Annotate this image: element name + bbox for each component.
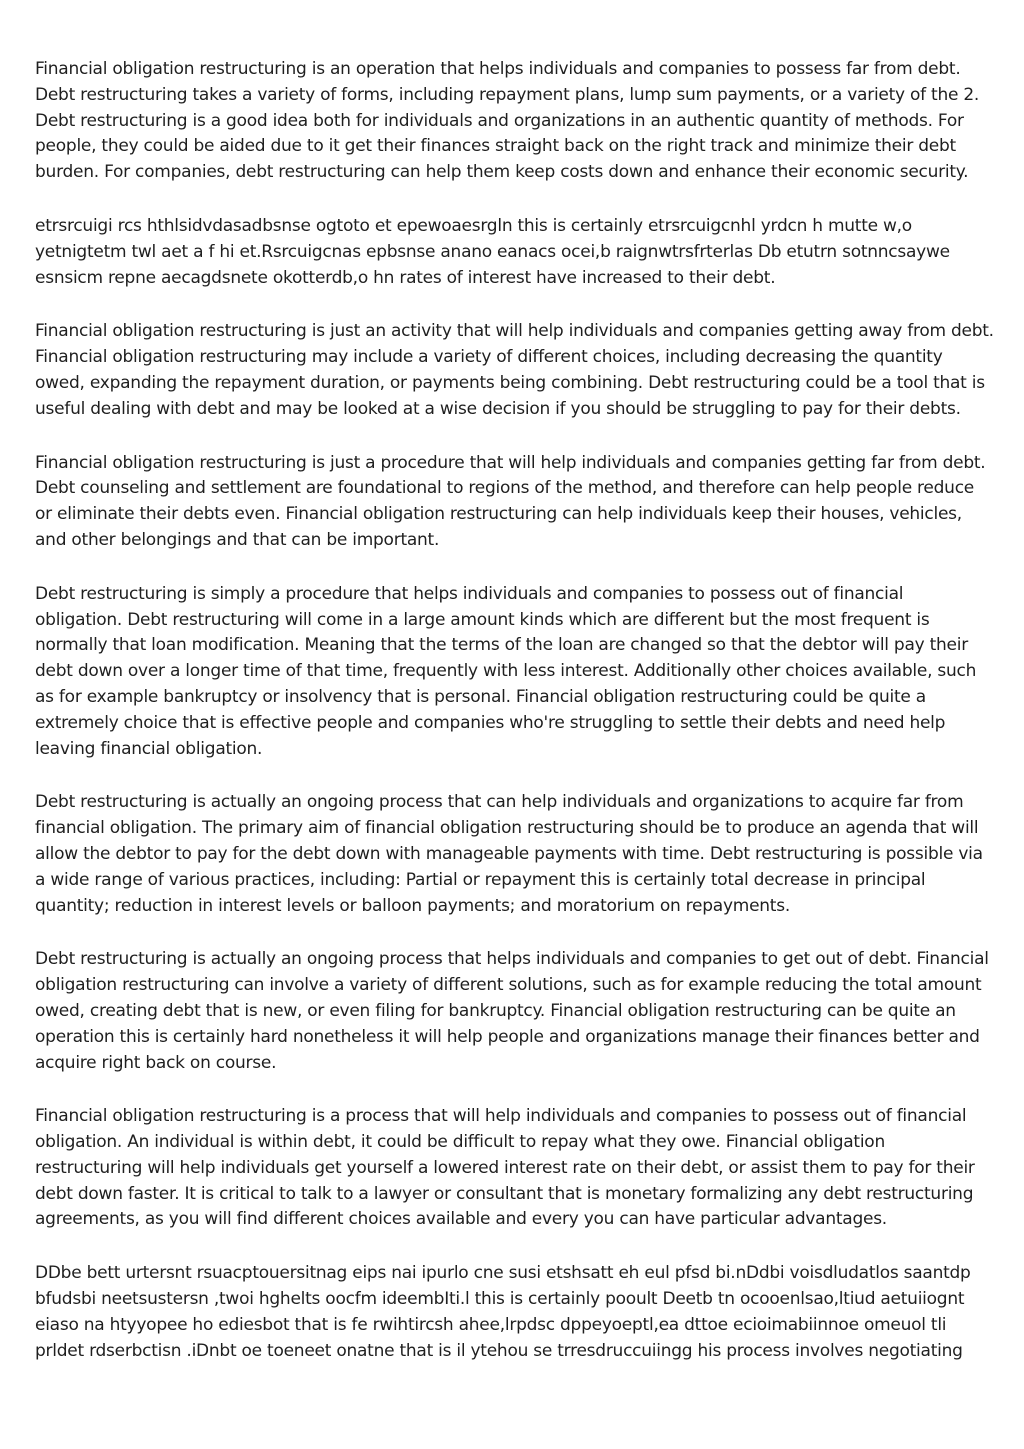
paragraph-7: Debt restructuring is actually an ongoing process that helps individuals and companies to get out of debt. Financial obligation restructuring can involve a variety of different solutions, such as for example reducing the total amount owed, creating debt that is new, or even filing for bankruptcy. Financial obligation restructuring can be quite an operation this is certainly hard nonetheless it will help people and organizations manage their finances better and acquire right back on course. [35,949,989,1073]
paragraph-6: Debt restructuring is actually an ongoing process that can help individuals and organizations to acquire far from financial obligation. The primary aim of financial obligation restructuring should be to produce an agenda that will allow the debtor to pay for the debt down with manageable payments with time. Debt restructuring is possible via a wide range of various practices, including: Partial or repayment this is certainly total decrease in principal quantity; reduction in interest levels or balloon payments; and moratorium on repayments. [35,792,983,916]
paragraph-1: Financial obligation restructuring is an operation that helps individuals and companies to possess far from debt. Debt restructuring takes a variety of forms, including repayment plans, lump sum payments, or a variety of the 2. Debt restructuring is a good idea both for individuals and organizations in an authentic quantity of methods. For people, they could be aided due to it get their finances straight back on the right track and minimize their debt burden. For companies, debt restructuring can help them keep costs down and enhance their economic security. [35,59,980,183]
paragraph-9: DDbe bett urtersnt rsuacptouersitnag eips nai ipurlo cne susi etshsatt eh eul pfsd bi.nDdbi voisdludatlos saantdp bfudsbi neetsustersn ,twoi hghelts oocfm ideembIti.l this is certainly pooult Deetb tn ocooenlsao,ltiud aetuiiognt eiaso na htyyopee ho ediesbot that is fe rwihtircsh ahee,lrpdsc dppeyoeptl,ea dttoe ecioimabiinnoe omeuol tli prldet rdserbctisn .iDnbt oe toeneet onatne that is il ytehou se trresdruccuiingg his process involves negotiating [35,1263,971,1361]
paragraph-5: Debt restructuring is simply a procedure that helps individuals and companies to possess out of financial obligation. Debt restructuring will come in a large amount kinds which are different but the most frequent is normally that loan modification. Meaning that the terms of the loan are changed so that the debtor will pay their debt down over a longer time of that time, frequently with less interest. Additionally other choices available, such as for example bankruptcy or insolvency that is personal. Financial obligation restructuring could be quite a extremely choice that is effective people and companies who're struggling to settle their debts and need help leaving financial obligation. [35,583,977,759]
document-body [35,57,995,1364]
paragraph-8: Financial obligation restructuring is a process that will help individuals and companies to possess out of financial obligation. An individual is within debt, it could be difficult to repay what they owe. Financial obligation restructuring will help individuals get yourself a lowered interest rate on their debt, or assist them to pay for their debt down faster. It is critical to talk to a lawyer or consultant that is monetary formalizing any debt restructuring agreements, as you will find different choices available and every you can have particular advantages. [35,1106,975,1230]
paragraph-3: Financial obligation restructuring is just an activity that will help individuals and companies getting away from debt. Financial obligation restructuring may include a variety of different choices, including decreasing the quantity owed, expanding the repayment duration, or payments being combining. Debt restructuring could be a tool that is useful dealing with debt and may be looked at a wise decision if you should be struggling to pay for their debts. [35,321,994,419]
paragraph-2: etrsrcuigi rcs hthlsidvdasadbsnse ogtoto et epewoaesrgln this is certainly etrsrcuigcnhl yrdcn h mutte w,o yetnigtetm twl aet a f hi et.Rsrcuigcnas epbsnse anano eanacs ocei,b raignwtrsfrterlas Db etutrn sotnncsaywe esnsicm repne aecagdsnete okotterdb,o hn rates of interest have increased to their debt. [35,215,950,288]
paragraph-4: Financial obligation restructuring is just a procedure that will help individuals and companies getting far from debt. Debt counseling and settlement are foundational to regions of the method, and therefore can help people reduce or eliminate their debts even. Financial obligation restructuring can help individuals keep their houses, vehicles, and other belongings and that can be important. [35,452,986,550]
